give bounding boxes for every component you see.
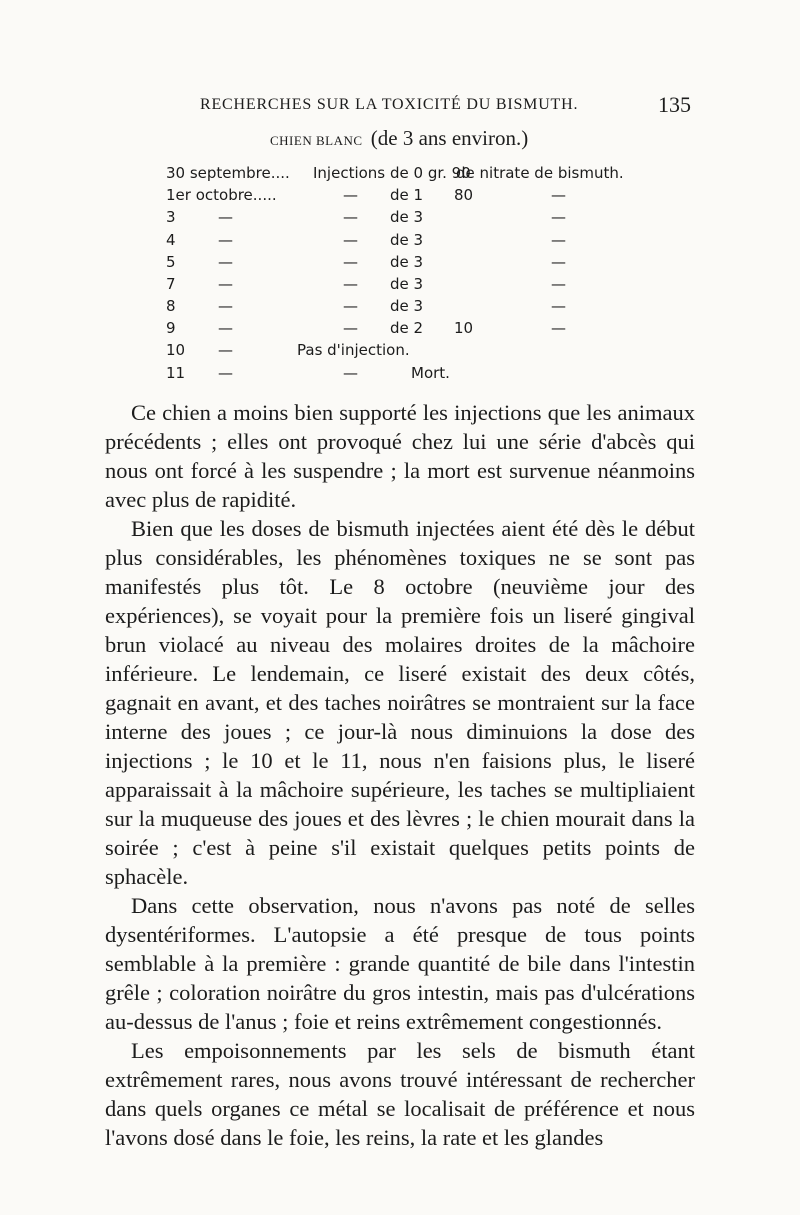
table-row	[0, 297, 800, 321]
row-ditto: —	[343, 231, 358, 249]
row-tail: —	[551, 186, 566, 204]
row-date: 5	[166, 253, 176, 271]
row-ditto: —	[343, 275, 358, 293]
row-date: 7	[166, 275, 176, 293]
row-dash: —	[218, 231, 233, 249]
row-dash: —	[218, 253, 233, 271]
paragraph: Dans cette observation, nous n'avons pas noté de selles dysentériformes. L'autopsie a été presque de tous points semblable à la première : grande quantité de bile dans l'intestin grêle ; coloration noirâtre du gros intestin, mais pas d'ulcérations au-dessus de l'anus ; foie et reins extrêmement congestionnés.	[105, 893, 695, 1034]
row-tail: —	[551, 208, 566, 226]
table-row	[0, 164, 800, 188]
row-dash: —	[218, 319, 233, 337]
row-tail: —	[551, 297, 566, 315]
row-dash: —	[218, 275, 233, 293]
row-dose: de 3	[390, 253, 424, 271]
table-row	[0, 186, 800, 210]
row-ditto: —	[343, 297, 358, 315]
row-date: 3	[166, 208, 176, 226]
row-date: 9	[166, 319, 176, 337]
paragraph: Ce chien a moins bien supporté les injections que les animaux précédents ; elles ont provoqué chez lui une série d'abcès qui nous ont forcé à les suspendre ; la mort est survenue néanmoins avec plus de rapidité.	[105, 400, 695, 512]
row-dash: —	[218, 341, 233, 359]
row-ditto: —	[343, 186, 358, 204]
row-date: 10	[166, 341, 186, 359]
row-tail: —	[551, 253, 566, 271]
row-dose: de 3	[390, 231, 424, 249]
row-date: 11	[166, 364, 186, 382]
body-text	[105, 398, 695, 1152]
table-row	[0, 208, 800, 232]
table-row	[0, 364, 800, 388]
row-heading: Injections	[313, 164, 386, 182]
row-dose: de 3	[390, 208, 424, 226]
row-note: Mort.	[411, 364, 450, 382]
page-number: 135	[658, 92, 691, 117]
row-dash: —	[218, 297, 233, 315]
paragraph: Les empoisonnements par les sels de bismuth étant extrêmement rares, nous avons trouvé intéressant de rechercher dans quels organes ce métal se localisait de préférence et nous l'avons dosé dans le foie, les reins, la rate et les glandes	[105, 1038, 695, 1150]
row-date: 30 septembre....	[166, 164, 290, 182]
row-ditto: —	[343, 319, 358, 337]
row-tail: —	[551, 275, 566, 293]
row-dose: de 3	[390, 297, 424, 315]
row-dose: de 3	[390, 275, 424, 293]
subheading-rest: (de 3 ans environ.)	[370, 126, 529, 150]
row-dose: de 1	[390, 186, 424, 204]
table-row	[0, 275, 800, 299]
table-row	[0, 253, 800, 277]
row-fraction: 80	[454, 186, 474, 204]
row-dash: —	[218, 364, 233, 382]
row-tail: —	[551, 319, 566, 337]
row-ditto: —	[343, 364, 358, 382]
injection-table	[0, 0, 800, 400]
subheading-small-caps: CHIEN BLANC	[270, 133, 363, 148]
row-date: 8	[166, 297, 176, 315]
paragraph: Bien que les doses de bismuth injectées aient été dès le début plus considérables, les phénomènes toxiques ne se sont pas manifestés plus tôt. Le 8 octobre (neuvième jour des expériences), se voyait pour la première fois un liseré gingival brun violacé au niveau des molaires droites de la mâchoire inférieure. Le lendemain, ce liseré existait des deux côtés, gagnait en avant, et des taches noirâtres se montraient sur la face interne des joues ; ce jour-là nous diminuions la dose des injections ; le 10 et le 11, nous n'en faisions plus, le liseré apparaissait à la mâchoire supérieure, les taches se multipliaient sur la muqueuse des joues et des lèvres ; le chien mourait dans la soirée ; c'est à peine s'il existait quelques petits points de sphacèle.	[105, 516, 695, 889]
table-row	[0, 231, 800, 255]
row-note: Pas d'injection.	[297, 341, 410, 359]
table-row	[0, 341, 800, 365]
row-rest: de nitrate de bismuth.	[456, 164, 624, 182]
row-tail: —	[551, 231, 566, 249]
table-row	[0, 319, 800, 343]
running-head: RECHERCHES SUR LA TOXICITÉ DU BISMUTH.	[200, 96, 579, 113]
row-dose: de 0 gr. 90	[390, 164, 471, 182]
row-date: 4	[166, 231, 176, 249]
row-ditto: —	[343, 253, 358, 271]
row-dash: —	[218, 208, 233, 226]
row-fraction: 10	[454, 319, 474, 337]
row-dose: de 2	[390, 319, 424, 337]
row-date: 1er octobre.....	[166, 186, 277, 204]
row-ditto: —	[343, 208, 358, 226]
